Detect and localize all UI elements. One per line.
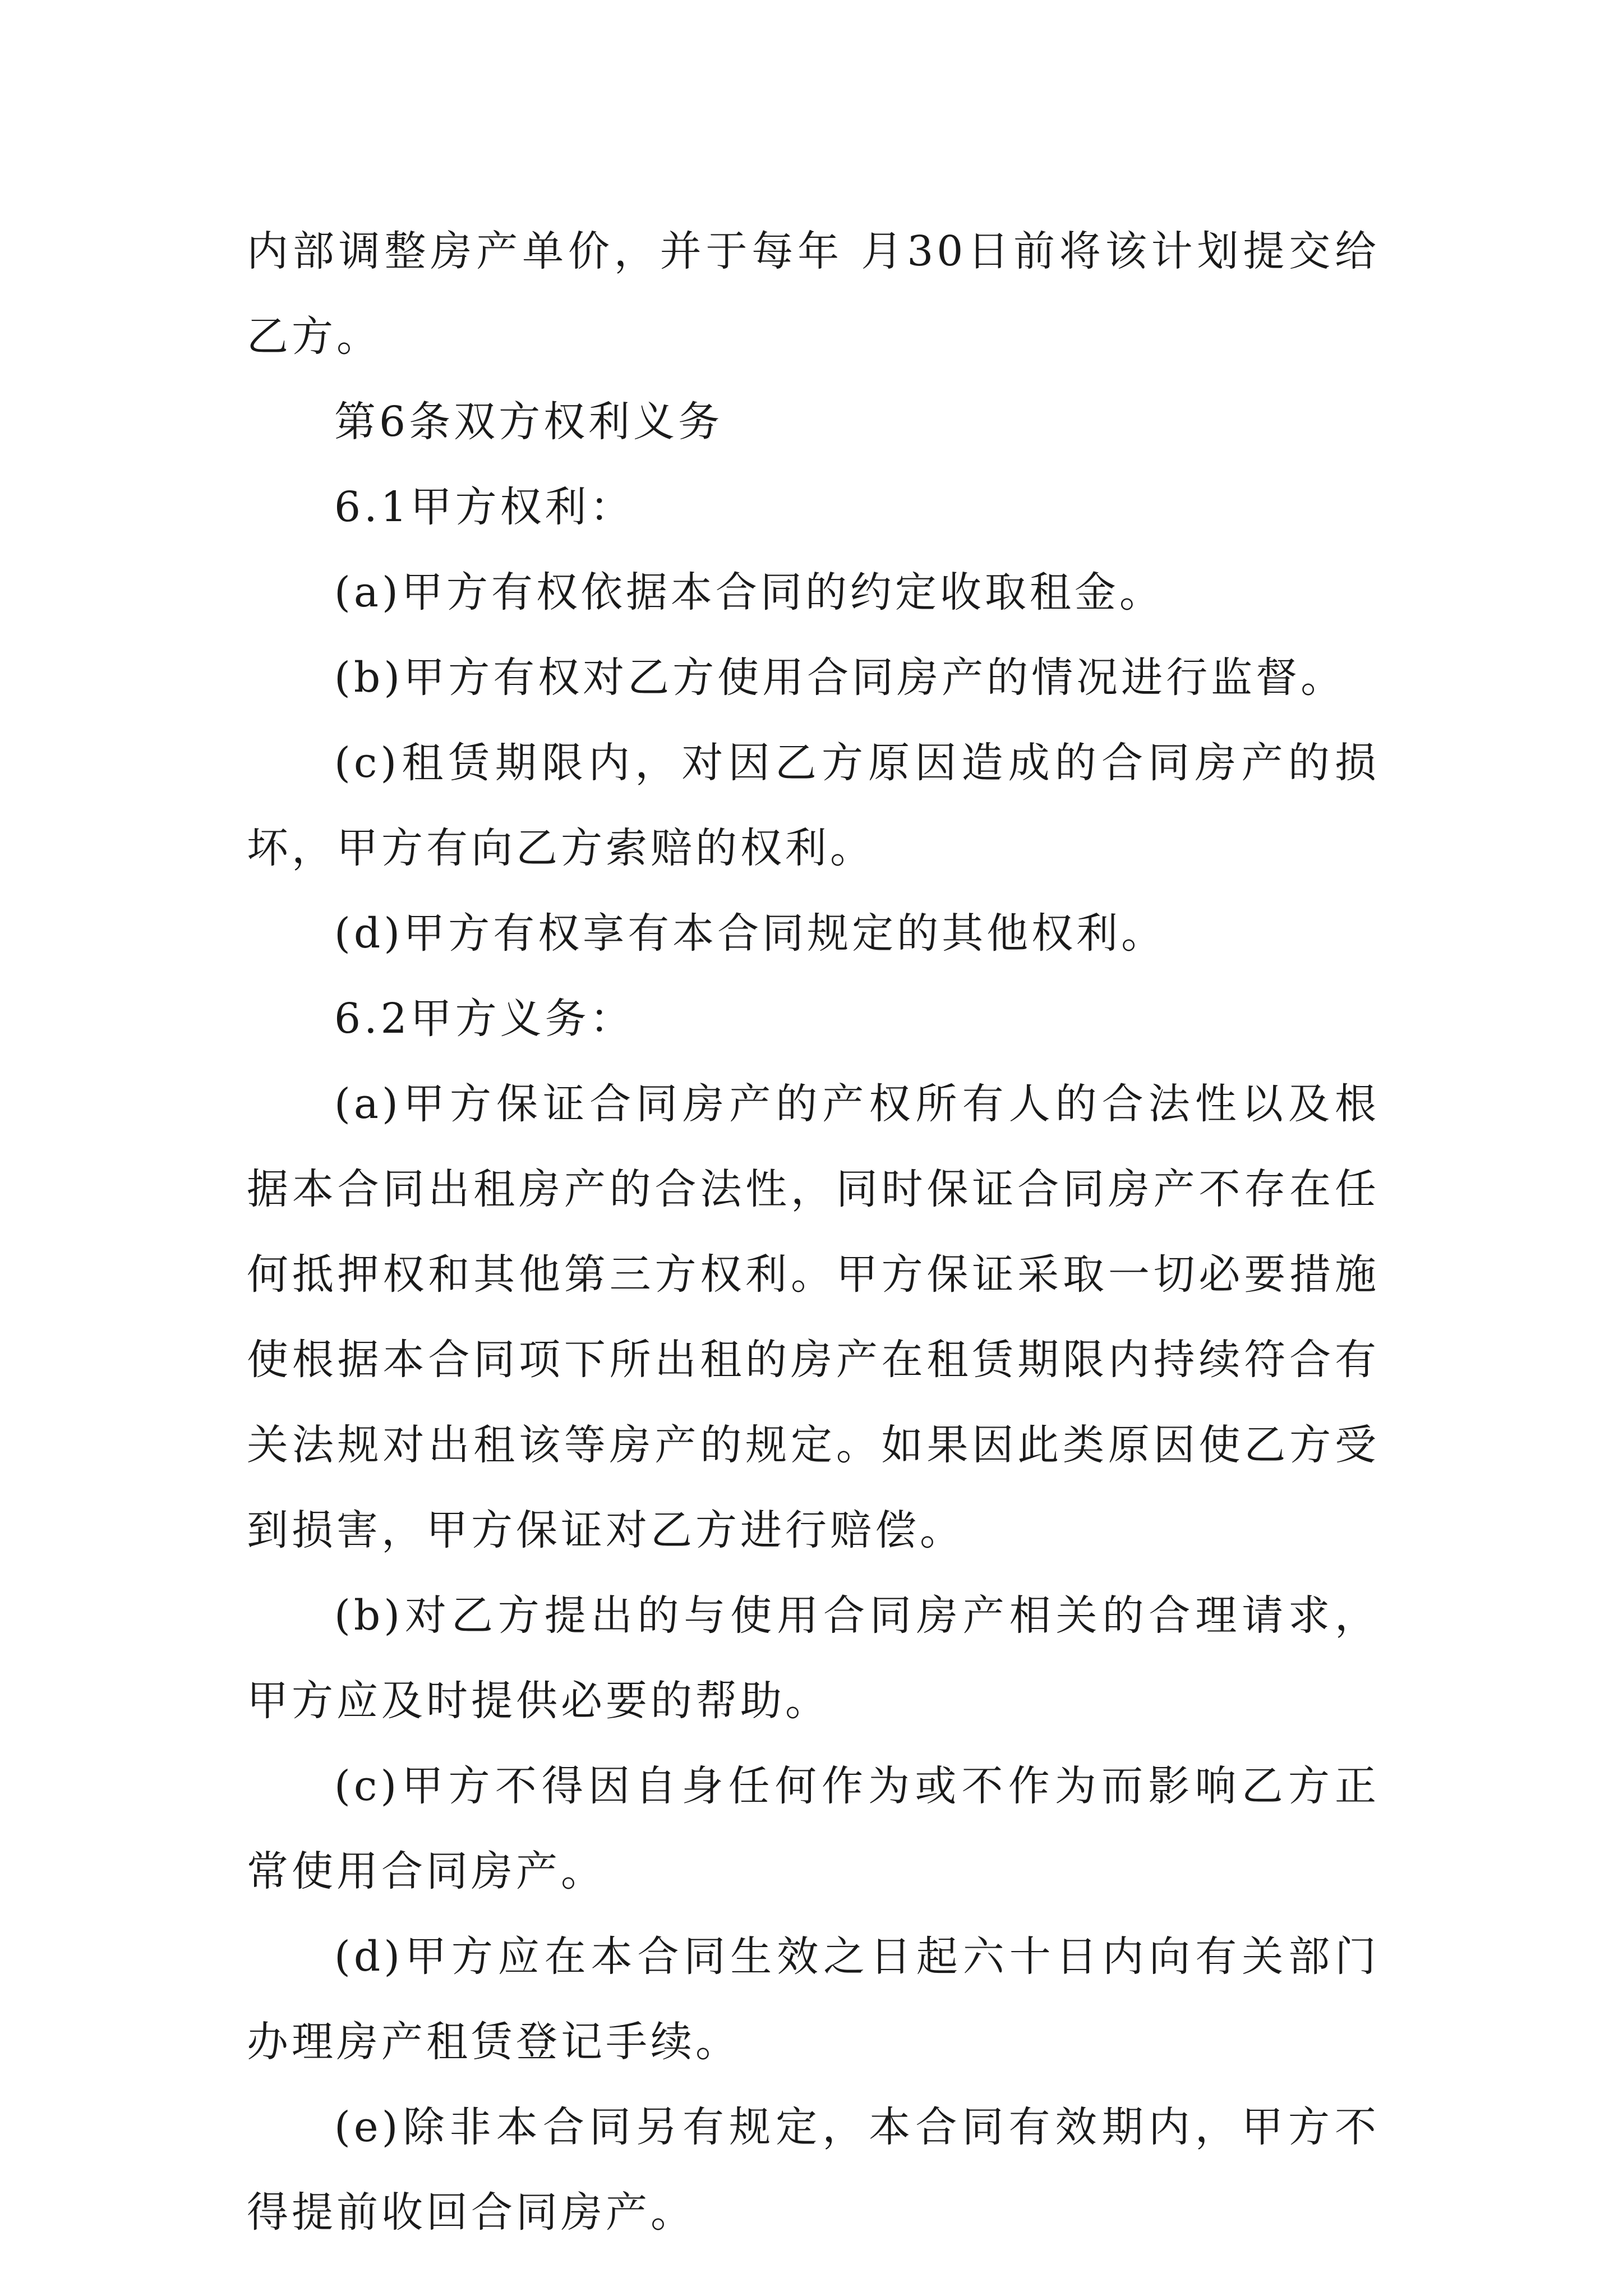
clause-6-1-c: (c)租赁期限内，对因乙方原因造成的合同房产的损坏，甲方有向乙方索赔的权利。 (247, 739, 1380, 872)
section-6-2-heading: 6.2甲方义务： (334, 995, 635, 1043)
clause-6-1-b: (b)甲方有权对乙方使用合同房产的情况进行监督。 (334, 654, 1346, 702)
clause-6-2-e: (e)除非本合同另有规定，本合同有效期内，甲方不得提前收回合同房产。 (247, 2103, 1380, 2237)
article-6-heading: 第6条双方权利义务 (334, 398, 723, 446)
section-6-1-heading: 6.1甲方权利： (334, 483, 635, 531)
clause-6-2-b: (b)对乙方提出的与使用合同房产相关的合理请求，甲方应及时提供必要的帮助。 (247, 1591, 1380, 1725)
paragraph-price-adjustment-continued: 内部调整房产单价，并于每年 月30日前将该计划提交给乙方。 (247, 227, 1380, 361)
clause-6-1-d: (d)甲方有权享有本合同规定的其他权利。 (334, 909, 1166, 958)
clause-6-2-a: (a)甲方保证合同房产的产权所有人的合法性以及根据本合同出租房产的合法性，同时保证合同房产不存在任何抵押权和其他第三方权利。甲方保证采取一切必要措施使根据本合同项下所出租的房产在租赁期限内持续符合有关法规对出租该等房产的规定。如果因此类原因使乙方受到损害，甲方保证对乙方进行赔偿。 (247, 1080, 1380, 1554)
clause-6-1-a: (a)甲方有权依据本合同的约定收取租金。 (334, 568, 1164, 616)
clause-6-2-d: (d)甲方应在本合同生效之日起六十日内向有关部门办理房产租赁登记手续。 (247, 1932, 1380, 2066)
clause-6-2-c: (c)甲方不得因自身任何作为或不作为而影响乙方正常使用合同房产。 (247, 1762, 1380, 1895)
contract-text-body (247, 209, 1380, 2255)
